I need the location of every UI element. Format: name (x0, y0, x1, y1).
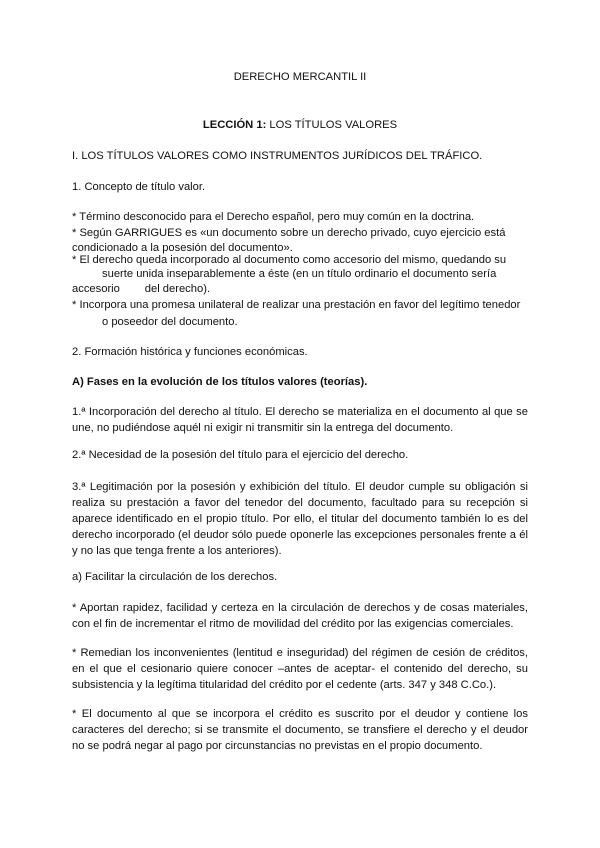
concept-bullet-1: * Término desconocido para el Derecho español, pero muy común en la doctrina. (72, 211, 475, 223)
concept-bullet-4-line-1: * Incorpora una promesa unilateral de realizar una prestación en favor del legítimo tenedor (72, 299, 521, 311)
concept-bullet-2-line-2: condicionado a la posesión del documento». (72, 242, 293, 254)
concept-bullet-3-line-3: accesorio del derecho). (72, 283, 211, 295)
function-paragraph-1: * Aportan rapidez, facilidad y certeza en la circulación de derechos y de cosas materiales, con el fin de incrementar el ritmo de movilidad del crédito por las exigencias comerciales. (72, 602, 528, 630)
lesson-heading (0, 119, 600, 131)
concept-bullet-3-line-1: * El derecho queda incorporado al documento como accesorio del mismo, quedando su (72, 254, 507, 266)
formation-heading: 2. Formación histórica y funciones económicas. (72, 346, 308, 358)
function-paragraph-2: * Remedian los inconvenientes (lentitud e inseguridad) del régimen de cesión de créditos, en el que el cesionario quiere conocer –antes de aceptar- el contenido del derecho, su subsistencia y la legítima titularidad del crédito por el cedente (arts. 347 y 348 C.Co.). (72, 647, 528, 691)
functions-heading: a) Facilitar la circulación de los derechos. (72, 571, 278, 583)
concept-bullet-3-line-2: suerte unida inseparablemente a éste (en un título ordinario el documento sería (102, 268, 497, 280)
phase-3-paragraph: 3.ª Legitimación por la posesión y exhibición del título. El deudor cumple su obligación si realiza su prestación a favor del tenedor del documento, facultado para su recepción si aparece identificado en el propio título. Por ello, el titular del documento también lo es del derecho incorporado (el deudor sólo puede oponerle las excepciones personales frente a él y no las que tenga frente a los anteriores). (72, 481, 528, 557)
phase-1-paragraph: 1.ª Incorporación del derecho al título. El derecho se materializa en el documento al que se une, no pudiéndose aquél ni exigir ni transmitir sin la entrega del documento. (72, 406, 528, 434)
concept-heading: 1. Concepto de título valor. (72, 181, 206, 193)
phases-heading-text: A) Fases en la evolución de los títulos valores (teorías). (72, 376, 368, 388)
lesson-label: LECCIÓN 1: (202, 119, 267, 131)
section-heading: I. LOS TÍTULOS VALORES COMO INSTRUMENTOS JURÍDICOS DEL TRÁFICO. (72, 150, 483, 162)
concept-bullet-4-line-2: o poseedor del documento. (102, 316, 238, 328)
phase-2-paragraph: 2.ª Necesidad de la posesión del título para el ejercicio del derecho. (72, 449, 409, 461)
course-title: DERECHO MERCANTIL II (233, 71, 367, 83)
function-paragraph-3: * El documento al que se incorpora el crédito es suscrito por el deudor y contiene los caracteres del derecho; si se transmite el documento, se transfiere el derecho y el deudor no se podrá negar al pago por circunstancias no previstas en el propio documento. (72, 708, 528, 752)
concept-bullet-2-line-1: * Según GARRIGUES es «un documento sobre un derecho privado, cuyo ejercicio está (72, 227, 506, 239)
lesson-title: LOS TÍTULOS VALORES (269, 119, 398, 131)
phases-heading (72, 376, 528, 388)
